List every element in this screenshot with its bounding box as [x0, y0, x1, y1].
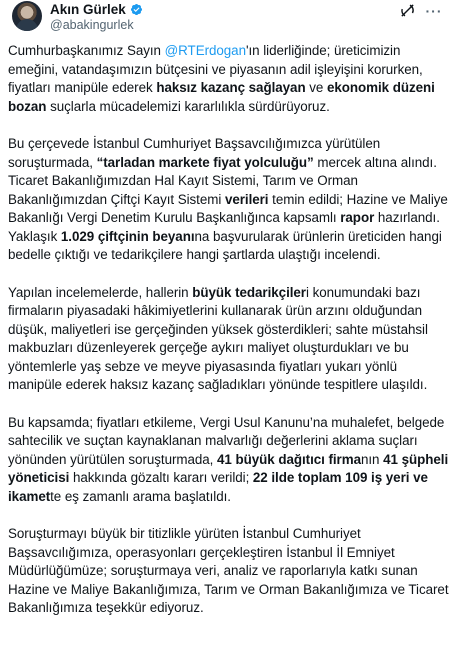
post-paragraph — [8, 525, 450, 618]
text-segment: hakkında gözaltı kararı verildi; — [69, 470, 253, 485]
text-segment: temin edildi; Hazine ve Maliye Bakanlığı Vergi Denetim Kurulu Başkanlığınca kapsamlı — [8, 191, 448, 225]
text-segment: suçlarla mücadelemizi kararlılıkla sürdürüyoruz. — [46, 98, 330, 114]
avatar-figure — [16, 19, 38, 31]
more-icon[interactable]: ··· — [425, 2, 443, 19]
bold-text: ekonomik düzeni bozan — [8, 80, 435, 114]
avatar[interactable] — [12, 1, 42, 31]
post-paragraph — [8, 284, 450, 395]
bold-text: “tarladan markete fiyat yolculuğu” — [96, 154, 314, 170]
text-segment: hazırlandı. Yaklaşık — [8, 210, 440, 244]
text-segment: Yapılan incelemelerde, hallerin — [8, 284, 193, 300]
post-paragraph — [8, 135, 450, 265]
text-segment: Bu kapsamda; fiyatları etkileme, Vergi Usul Kanunu’na muhalefet, belgede sahtecilik ve suçtan kaynaklanan malvarlığı değerlerini aklama suçları yönünden yürütülen soruşturmada, — [8, 414, 445, 467]
bold-text: 41 büyük dağıtıcı firma — [217, 451, 361, 467]
bold-text: 22 ilde toplam 109 iş yeri ve ikamet — [8, 470, 428, 504]
text-segment: Cumhurbaşkanımız Sayın — [8, 43, 165, 58]
mention-link[interactable]: @RTErdogan — [164, 43, 246, 58]
author-name-row — [50, 2, 143, 17]
verified-badge-icon — [130, 3, 143, 16]
post-paragraph — [8, 414, 450, 507]
text-segment: ve — [305, 80, 327, 95]
text-segment: Bu çerçevede İstanbul Cumhuriyet Başsavcılığımızca yürütülen soruşturmada, — [8, 136, 381, 170]
post-actions — [399, 2, 442, 19]
author-handle[interactable]: @abakingurlek — [50, 18, 134, 32]
post-paragraph — [8, 42, 450, 116]
author-block — [50, 2, 143, 33]
text-segment: na başvurularak ürünlerin üreticiden hangi bedelle çıktığı ve tedarikçilere hangi şartlarda ulaştığı incelendi. — [8, 228, 442, 262]
bold-text: verileri — [224, 191, 269, 207]
bold-text: 1.029 çiftçinin beyanı — [60, 228, 195, 244]
text-segment: te eş zamanlı arama başlatıldı. — [50, 488, 231, 504]
bold-text: rapor — [340, 210, 375, 225]
text-segment: nın — [360, 451, 384, 467]
text-segment: i konumundaki bazı firmaların piyasadaki hâkimiyetlerini kullanarak ürün arzını olduğundan düşük, maliyetleri ise gerçeğinden yüksek gösterdikleri; sahte müstahsil makbuzları düzenleyerek gerçeğe aykırı maliyet oluşturdukları ve bu yöntemlerle yaş sebze ve meyve piyasasında fiyatları yukarı yönlü manipüle ederek haksız kazanç sağladıkları yönünde tespitlere ulaşıldı. — [8, 284, 428, 392]
text-segment: 'ın liderliğinde; üreticimizin emeğini, vatandaşımızın bütçesini ve piyasanın adil işleyişini korurken, fiyatları manipüle ederek — [8, 43, 423, 95]
bold-text: büyük tedarikçiler — [192, 284, 306, 300]
text-segment: Soruşturmayı büyük bir titizlikle yürüten İstanbul Cumhuriyet Başsavcılığımıza, operasyonları gerçekleştiren İstanbul İl Emniyet Müdürlüğümüze; soruşturmaya veri, analiz ve raporlarıyla katkı sunan Hazine ve Maliye Bakanlığımıza, Tarım ve Orman Bakanlığımıza ve Ticaret Bakanlığımıza teşekkür ediyoruz. — [8, 526, 449, 615]
text-segment: mercek altına alındı. Ticaret Bakanlığımızdan Hal Kayıt Sistemi, Tarım ve Orman Bakanlığımızdan Çiftçi Kayıt Sistemi — [8, 154, 437, 207]
post-header — [6, 0, 450, 38]
bold-text: haksız kazanç sağlayan — [156, 80, 306, 95]
grok-icon[interactable] — [399, 2, 416, 19]
bold-text: 41 şüpheli yöneticisi — [8, 451, 449, 485]
post-body — [6, 38, 450, 618]
author-display-name[interactable]: Akın Gürlek — [50, 2, 126, 17]
